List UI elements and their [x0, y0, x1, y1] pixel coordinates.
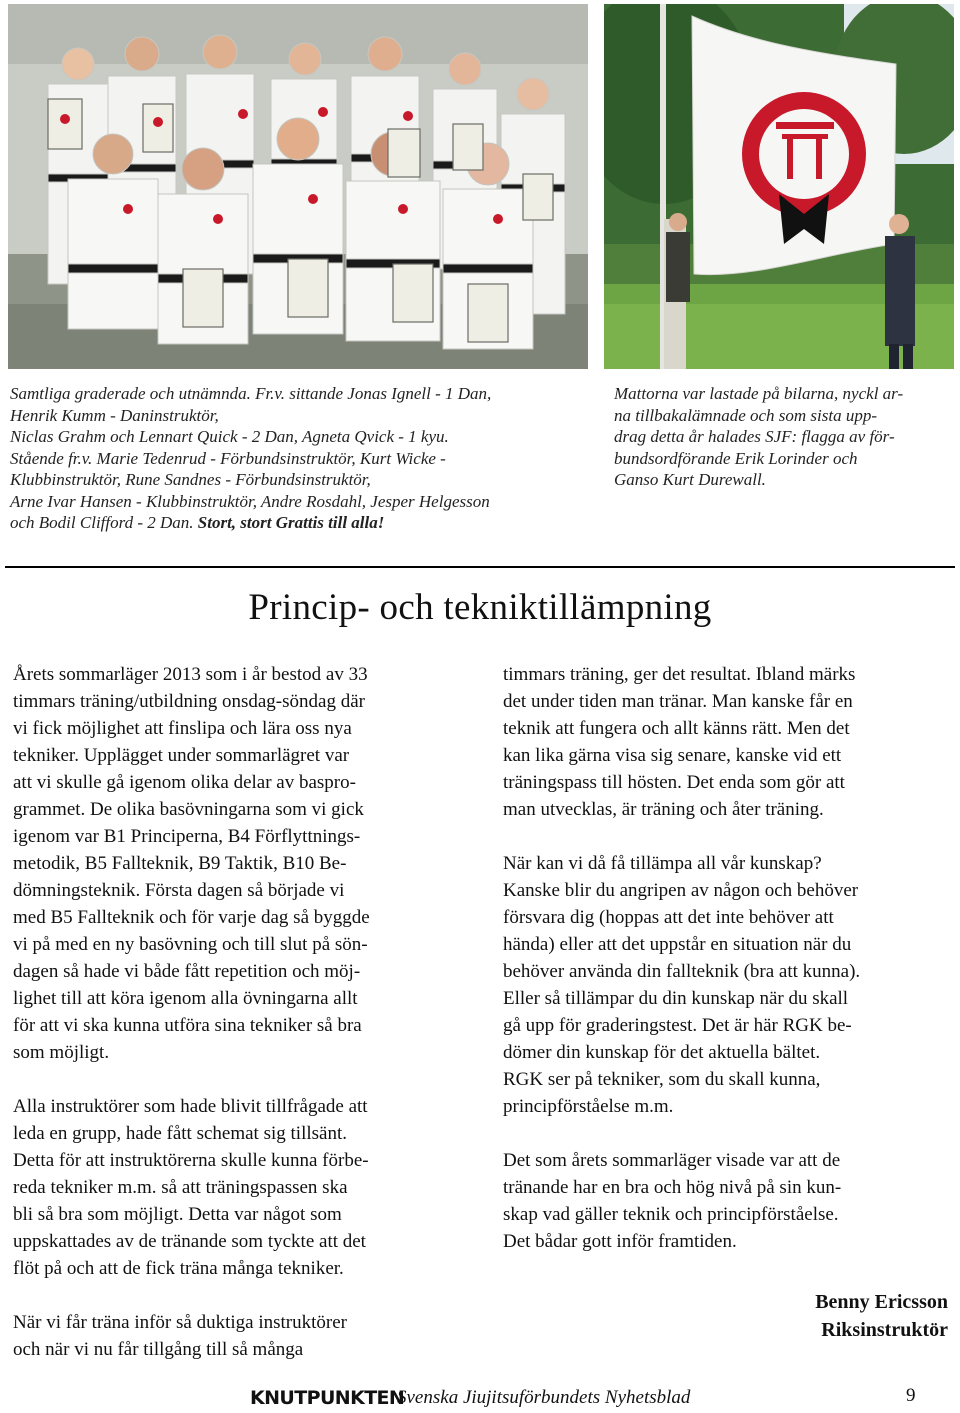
article-column-right [503, 661, 953, 1282]
author-name: Benny Ericsson [815, 1291, 948, 1313]
text-line: metodik, B5 Fallteknik, B9 Taktik, B10 Be- [13, 853, 347, 874]
text-line: bli så bra som möjligt. Detta var något som [13, 1204, 342, 1225]
caption-line: Mattorna var lastade på bilarna, nyckl ar- [614, 384, 904, 403]
text-line: När vi får träna inför så duktiga instruktörer [13, 1312, 347, 1333]
newsletter-brand: KNUTPUNKTEN [250, 1387, 405, 1409]
caption-line: drag detta år halades SJF: flagga av för- [614, 427, 895, 446]
text-line: dömningsteknik. Första dagen så började vi [13, 880, 345, 901]
group-photo-illustration [8, 4, 588, 369]
photo-caption-right [614, 383, 954, 491]
text-line: Detta för att instruktörerna skulle kunna förbe- [13, 1150, 369, 1171]
caption-line: Arne Ivar Hansen - Klubbinstruktör, Andre Rosdahl, Jesper Helgesson [10, 491, 490, 511]
text-line: Det som årets sommarläger visade var att de [503, 1150, 841, 1171]
flag-photo-illustration [604, 4, 954, 369]
text-line: Det bådar gott inför framtiden. [503, 1231, 737, 1252]
photo-caption-left [10, 383, 595, 534]
text-line: lighet till att köra igenom alla övningarna allt [13, 988, 358, 1009]
text-line: flöt på och att de fick träna många tekniker. [13, 1258, 344, 1279]
group-photo [8, 4, 588, 369]
text-line: timmars träning, ger det resultat. Ibland märks [503, 664, 856, 685]
text-line: med B5 Fallteknik och för varje dag så byggde [13, 907, 370, 928]
text-line: reda tekniker m.m. så att träningspassen ska [13, 1177, 348, 1198]
caption-text: och Bodil Clifford - 2 Dan. [10, 513, 198, 532]
text-line: RGK ser på tekniker, som du skall kunna, [503, 1069, 821, 1090]
text-line: vi på med en ny basövning och till slut på sön- [13, 934, 368, 955]
text-line: teknik att fungera och allt känns rätt. Men det [503, 718, 850, 739]
text-line: Alla instruktörer som hade blivit tillfrågade att [13, 1096, 368, 1117]
text-line: kan lika gärna visa sig senare, kanske vid ett [503, 745, 842, 766]
caption-line-last [10, 512, 595, 534]
text-line: principförståelse m.m. [503, 1096, 674, 1117]
page-footer [0, 1387, 960, 1411]
caption-line: Niclas Grahm och Lennart Quick - 2 Dan, Agneta Qvick - 1 kyu. [10, 427, 449, 446]
text-line: och när vi nu får tillgång till så många [13, 1339, 304, 1360]
text-line: för att vi ska kunna utföra sina tekniker så bra [13, 1015, 362, 1036]
text-line: man utvecklas, är träning och åter träning. [503, 799, 824, 820]
text-line: behöver använda din fallteknik (bra att kunna). [503, 961, 861, 982]
caption-line: Stående fr.v. Marie Tedenrud - Förbundsinstruktör, Kurt Wicke - [10, 448, 446, 468]
text-line: Kanske blir du angripen av någon och behöver [503, 880, 859, 901]
text-line: det under tiden man tränar. Man kanske får en [503, 691, 853, 712]
article-column-left [13, 661, 483, 1390]
text-line: försvara dig (hoppas att det inte behöver att [503, 907, 834, 928]
author-signature [815, 1288, 948, 1344]
text-line: som möjligt. [13, 1042, 110, 1063]
caption-line: Klubbinstruktör, Rune Sandnes - Förbundsinstruktör, [10, 470, 371, 489]
text-line: igenom var B1 Principerna, B4 Förflyttnings- [13, 826, 361, 847]
text-line: att vi skulle gå igenom olika delar av baspro- [13, 772, 356, 793]
caption-line: Ganso Kurt Durewall. [614, 470, 766, 489]
paragraph [503, 661, 953, 823]
caption-line: na tillbakalämnade och som sista upp- [614, 405, 878, 425]
paragraph [503, 1147, 953, 1255]
newsletter-tagline: Svenska Jiujitsuförbundets Nyhetsblad [397, 1387, 691, 1408]
page-number: 9 [906, 1385, 916, 1406]
text-line: När kan vi då få tillämpa all vår kunskap? [503, 853, 822, 874]
caption-line: Henrik Kumm - Daninstruktör, [10, 405, 219, 425]
text-line: timmars träning/utbildning onsdag-söndag där [13, 691, 365, 712]
caption-line: bundsordförande Erik Lorinder och [614, 448, 858, 468]
text-line: dagen så hade vi både fått repetition och möj- [13, 961, 361, 982]
text-line: Årets sommarläger 2013 som i år bestod av 33 [13, 664, 368, 685]
text-line: gå upp för graderingstest. Det är här RGK be- [503, 1015, 852, 1036]
text-line: dömer din kunskap för det aktuella bältet. [503, 1042, 821, 1063]
flag-photo [604, 4, 954, 369]
author-title: Riksinstruktör [821, 1319, 948, 1341]
text-line: tekniker. Upplägget under sommarlägret var [13, 745, 350, 766]
text-line: Eller så tillämpar du din kunskap när du skall [503, 988, 849, 1009]
article-headline: Princip- och tekniktillämpning [248, 587, 712, 628]
text-line: träningspass till hösten. Det enda som gör att [503, 772, 845, 793]
text-line: grammet. De olika basövningarna som vi gick [13, 799, 364, 820]
paragraph [13, 1093, 483, 1282]
congratulations-text: Stort, stort Grattis till alla! [197, 513, 385, 532]
paragraph [13, 661, 483, 1066]
text-line: tränande har en bra och hög nivå på sin kun- [503, 1177, 842, 1198]
caption-line: Samtliga graderade och utnämnda. Fr.v. sittande Jonas Ignell - 1 Dan, [10, 384, 492, 403]
paragraph [13, 1309, 483, 1363]
text-line: uppskattades av de tränande som tyckte att det [13, 1231, 366, 1252]
text-line: leda en grupp, hade fått schemat sig tillsänt. [13, 1123, 347, 1144]
section-divider [5, 566, 955, 568]
text-line: hända) eller att det uppstår en situation när du [503, 934, 852, 955]
paragraph [503, 850, 953, 1120]
text-line: skap vad gäller teknik och principförståelse. [503, 1204, 839, 1225]
text-line: vi fick möjlighet att finslipa och lära oss nya [13, 718, 352, 739]
